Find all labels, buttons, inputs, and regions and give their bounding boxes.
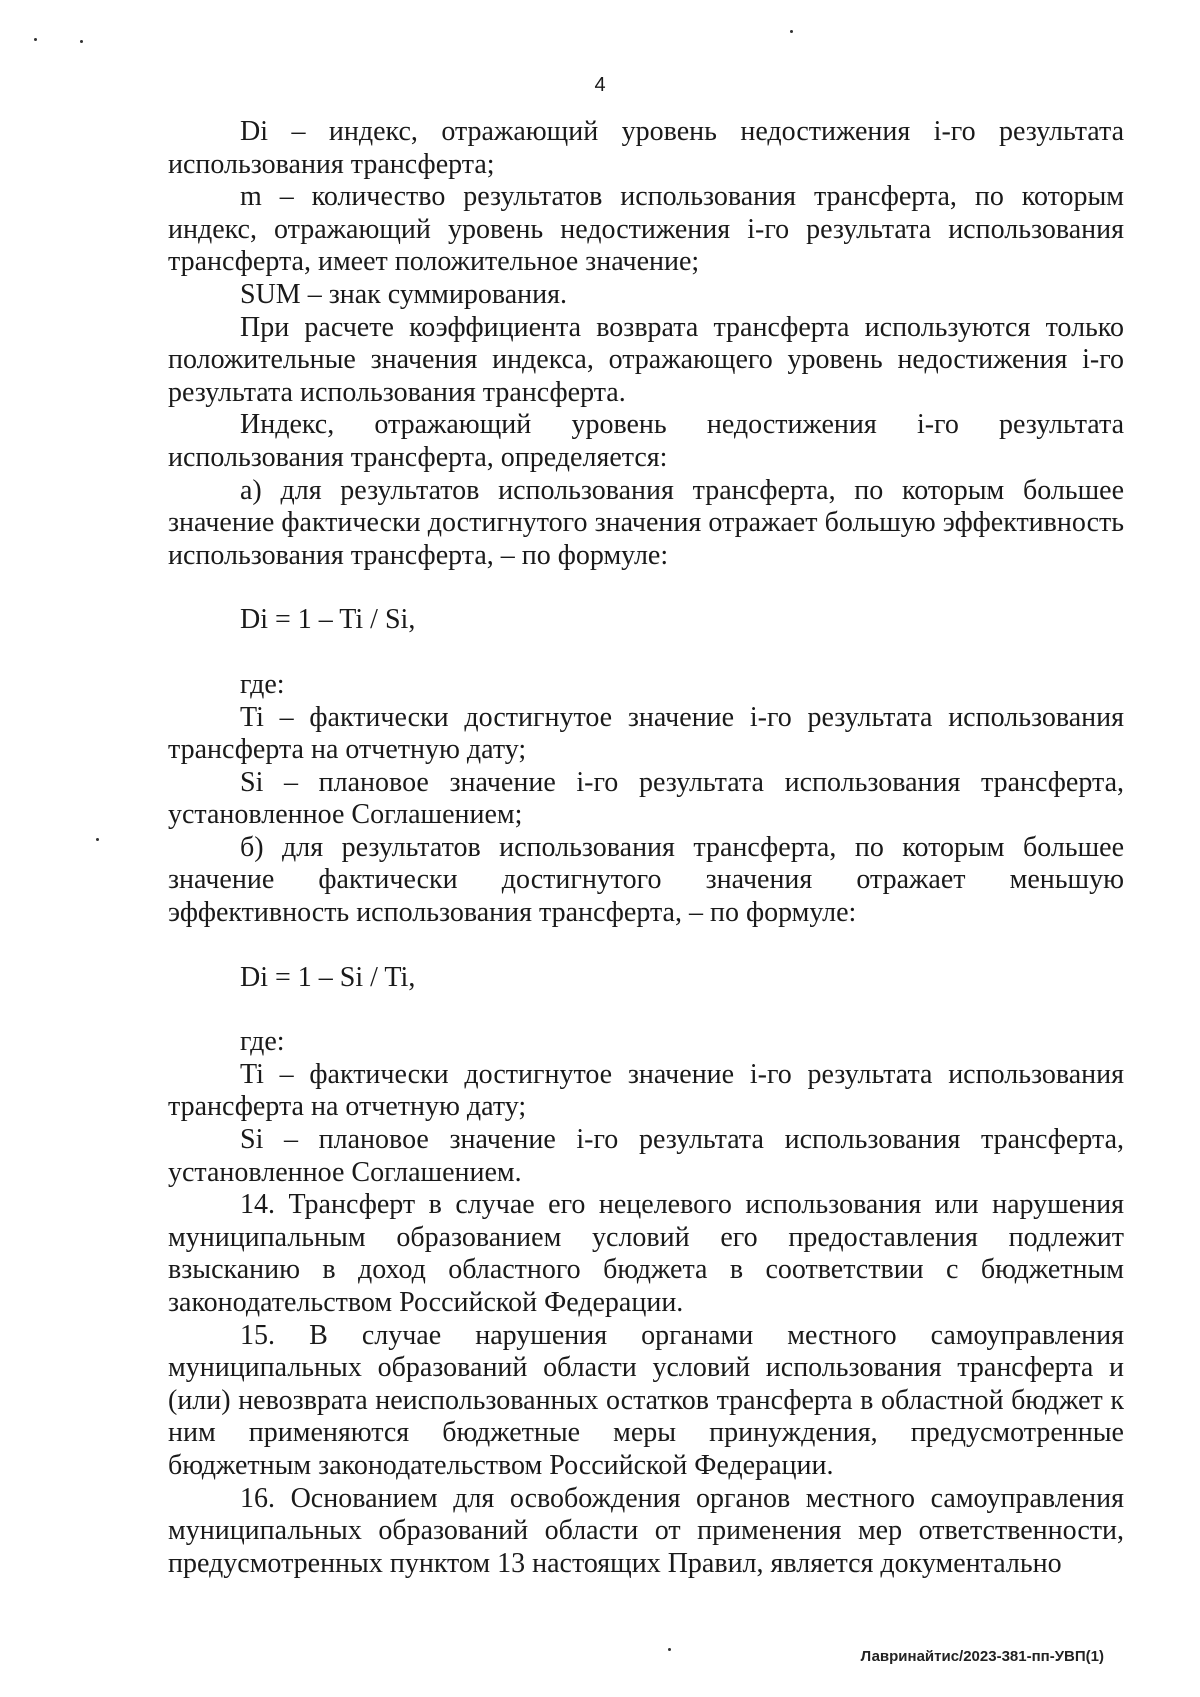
definition-ti-b: Ti – фактически достигнутое значение i-го результата использования трансферта на отчетную дату; (168, 1058, 1124, 1123)
page-number: 4 (594, 74, 606, 96)
definition-ti-a: Ti – фактически достигнутое значение i-го результата использования трансферта на отчетную дату; (168, 701, 1124, 766)
paragraph-14: 14. Трансферт в случае его нецелевого использования или нарушения муниципальным образованием условий его предоставления подлежит взысканию в доход областного бюджета в соответствии с бюджетным законодательством Российской Федерации. (168, 1189, 1124, 1318)
paragraph-di-definition: Di – индекс, отражающий уровень недостижения i-го результата использования трансферта; (168, 116, 1124, 180)
paragraph-index-determined: Индекс, отражающий уровень недостижения i-го результата использования трансферта, определяется: (168, 409, 1124, 473)
formula-b: Di = 1 – Si / Ti, (240, 961, 416, 993)
where-label-a: где: (240, 668, 285, 700)
scan-speck-1 (34, 38, 37, 41)
document-code: Лавринайтис/2023-381-пп-УВП(1) (860, 1648, 1104, 1665)
paragraph-case-a: а) для результатов использования трансферта, по которым большее значение фактически достигнутого значения отражает большую эффективность использования трансферта, – по формуле: (168, 474, 1124, 571)
scan-speck-4 (96, 838, 99, 841)
definition-si-b: Si – плановое значение i-го результата использования трансферта, установленное Соглашением. (168, 1124, 1124, 1188)
formula-a: Di = 1 – Ti / Si, (240, 604, 416, 636)
scan-speck-3 (790, 30, 793, 33)
paragraph-case-b: б) для результатов использования трансферта, по которым большее значение фактически достигнутого значения отражает меньшую эффективность использования трансферта, – по формуле: (168, 831, 1124, 929)
scan-speck-2 (80, 40, 83, 43)
paragraph-positive-values: При расчете коэффициента возврата трансферта используются только положительные значения индекса, отражающего уровень недостижения i-го результата использования трансферта. (168, 311, 1124, 408)
paragraph-16: 16. Основанием для освобождения органов местного самоуправления муниципальных образований области от применения мер ответственности, предусмотренных пунктом 13 настоящих Правил, является документально (168, 1482, 1124, 1579)
paragraph-15: 15. В случае нарушения органами местного самоуправления муниципальных образований области условий использования трансферта и (или) невозврата неиспользованных остатков трансферта в областной бюджет к ним применяются бюджетные меры принуждения, предусмотренные бюджетным законодательством Российской Федерации. (168, 1319, 1124, 1481)
document-body (168, 116, 1124, 1580)
paragraph-sum-definition: SUM – знак суммирования. (240, 278, 568, 310)
definition-si-a: Si – плановое значение i-го результата использования трансферта, установленное Соглашением; (168, 766, 1124, 831)
paragraph-m-definition: m – количество результатов использования трансферта, по которым индекс, отражающий уровень недостижения i-го результата использования трансферта, имеет положительное значение; (168, 181, 1124, 278)
scan-speck-5 (668, 1648, 671, 1651)
where-label-b: где: (240, 1026, 285, 1058)
